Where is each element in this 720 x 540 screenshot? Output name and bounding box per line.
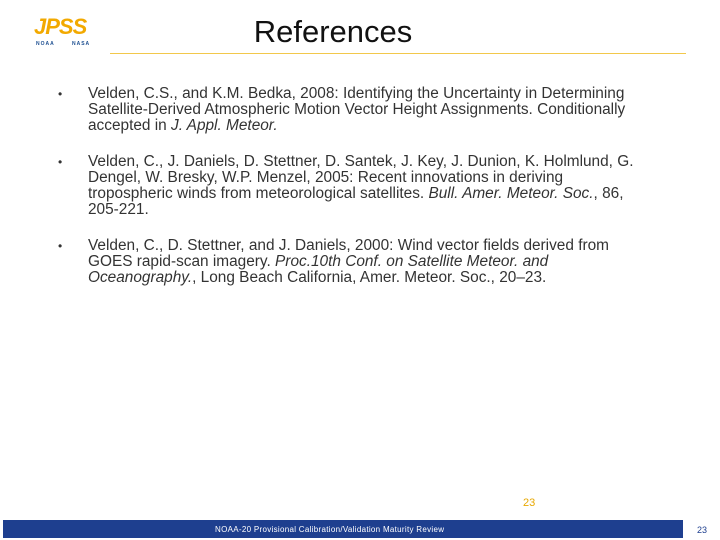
- reference-suffix: , 86, 205-221.: [88, 185, 624, 218]
- page-marker: 23: [523, 497, 536, 509]
- reference-item: [58, 86, 638, 134]
- reference-journal: J. Appl. Meteor.: [171, 117, 278, 134]
- slide-title-wrap: [0, 14, 720, 50]
- footer-text: NOAA-20 Provisional Calibration/Validation Maturity Review: [215, 525, 445, 534]
- reference-item: [58, 154, 638, 218]
- reference-text: Velden, C., D. Stettner, and J. Daniels, 2000: Wind vector fields derived from GOES rapid-scan imagery.: [88, 237, 609, 270]
- bullet-icon: •: [58, 239, 63, 253]
- footer: [0, 520, 720, 540]
- reference-suffix: , Long Beach California, Amer. Meteor. Soc., 20–23.: [192, 269, 547, 286]
- reference-item: [58, 238, 638, 286]
- reference-text: Velden, C.S., and K.M. Bedka, 2008: Identifying the Uncertainty in Determining Satellite-Derived Atmospheric Motion Vector Height Assignments. Conditionally accepted in: [88, 85, 626, 134]
- reference-journal: Proc.10th Conf. on Satellite Meteor. and Oceanography.: [88, 253, 549, 286]
- footer-page-number: 23: [697, 525, 708, 535]
- bullet-icon: •: [58, 155, 63, 169]
- reference-text: Velden, C., J. Daniels, D. Stettner, D. Santek, J. Key, J. Dunion, K. Holmlund, G. Dengel, W. Bresky, W.P. Menzel, 2005: Recent innovations in deriving tropospheric winds from meteorological satellites.: [88, 153, 634, 202]
- references-list: [58, 86, 638, 306]
- title-divider: [110, 53, 686, 54]
- logo-text: JPSS: [34, 14, 87, 39]
- slide-title: References: [253, 14, 413, 49]
- bullet-icon: •: [58, 87, 63, 101]
- reference-journal: Bull. Amer. Meteor. Soc.: [428, 185, 594, 202]
- logo-sub-nasa: NASA: [72, 41, 91, 47]
- logo-sub-noaa: NOAA: [36, 41, 55, 47]
